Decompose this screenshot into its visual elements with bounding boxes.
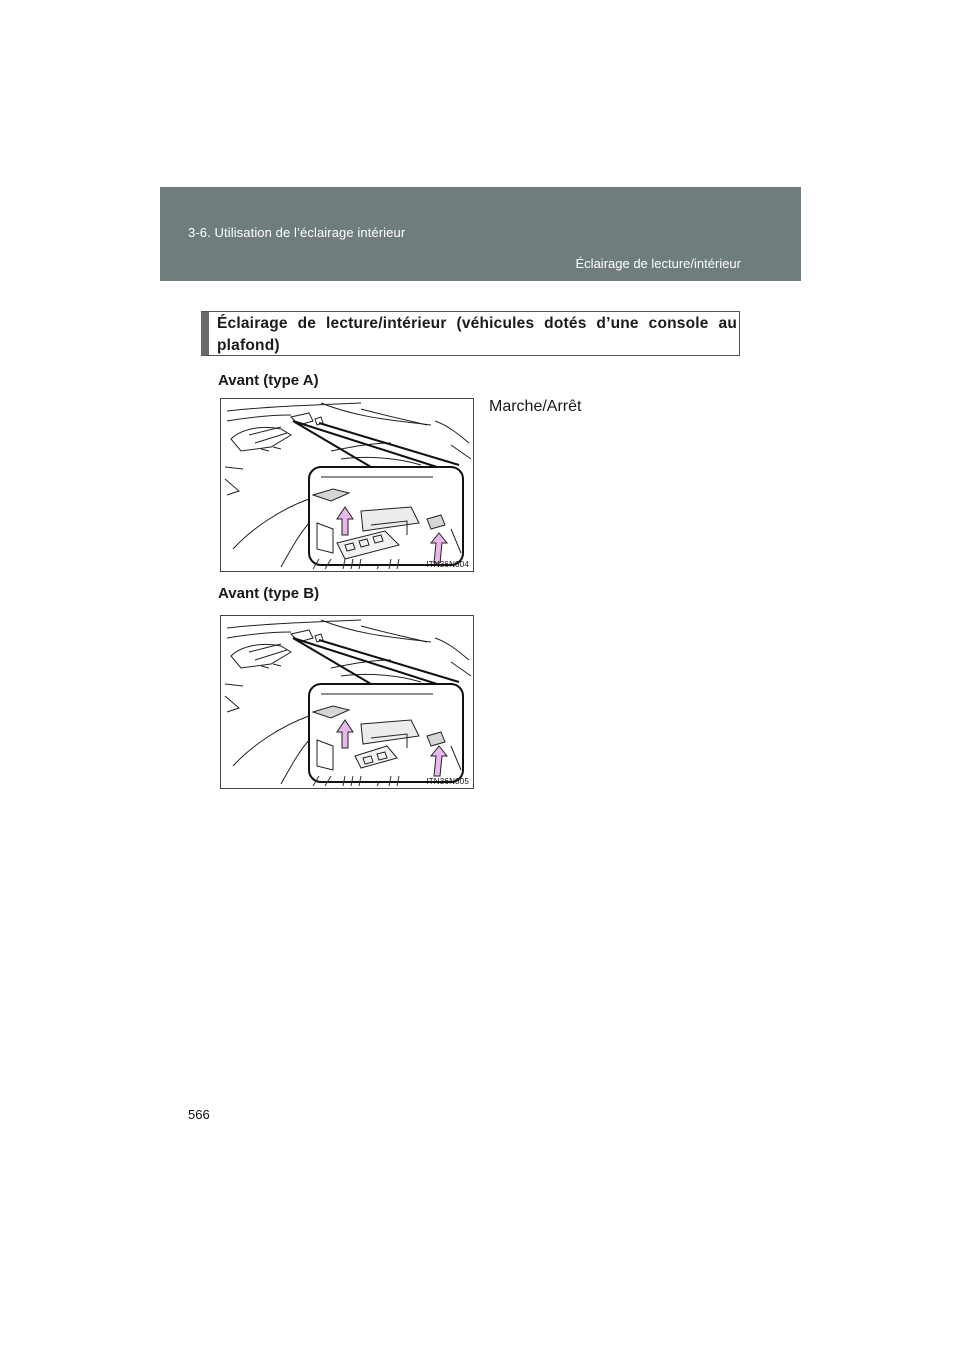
heading-accent-bar	[201, 312, 209, 355]
figure-code: ITN36N005	[426, 777, 469, 786]
figure-a-label: Avant (type A)	[218, 372, 319, 389]
section-title: Éclairage de lecture/intérieur	[575, 256, 741, 271]
section-heading: Éclairage de lecture/intérieur (véhicules dotés d’une console au plafond)	[217, 315, 737, 354]
figure-code: ITN36N004	[426, 560, 469, 569]
chapter-title: 3-6. Utilisation de l’éclairage intérieur	[188, 225, 406, 240]
figure-b-label: Avant (type B)	[218, 585, 320, 602]
overhead-console-illustration	[221, 616, 473, 788]
overhead-console-illustration	[221, 399, 473, 571]
section-heading-box	[201, 311, 740, 356]
figure-b	[220, 615, 474, 789]
page-number: 566	[188, 1107, 210, 1122]
figure-a	[220, 398, 474, 572]
figure-caption: Marche/Arrêt	[489, 398, 582, 415]
